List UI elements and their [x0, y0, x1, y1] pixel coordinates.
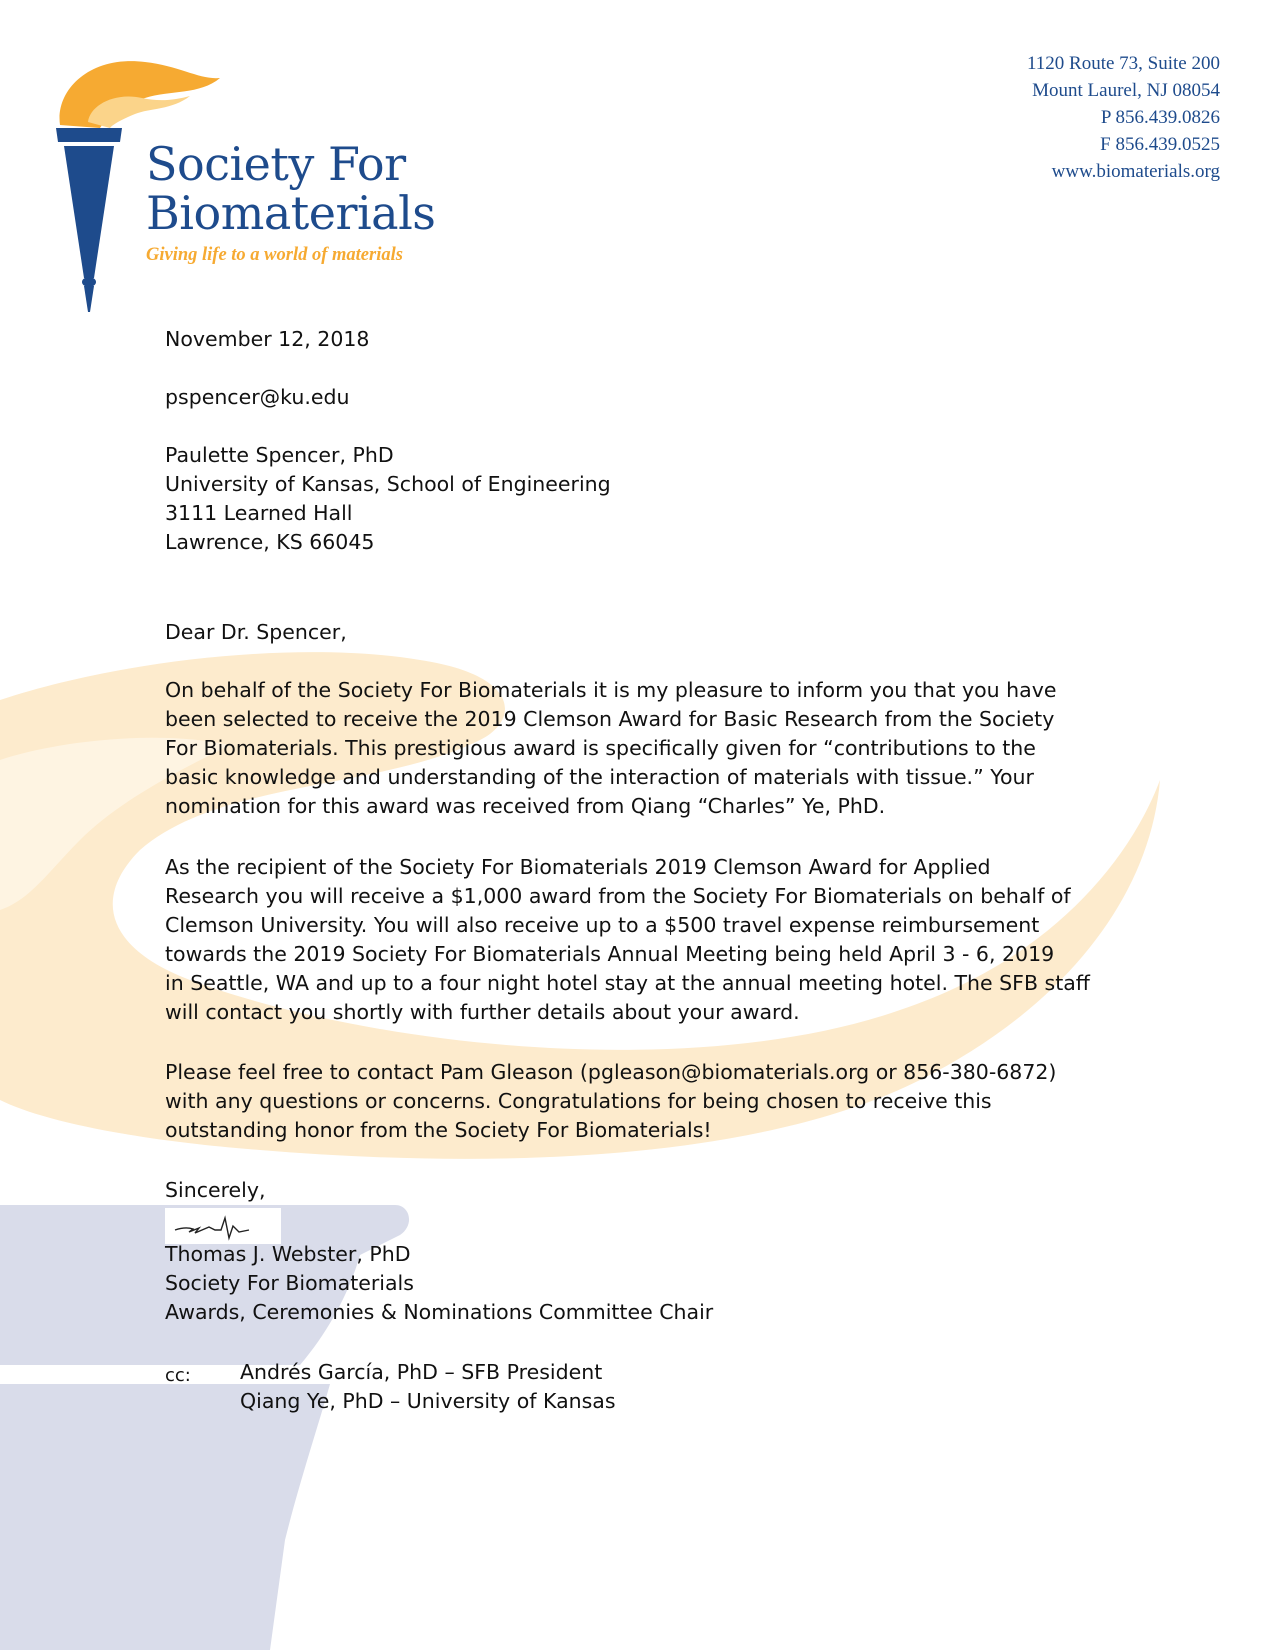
- fax-number: F 856.439.0525: [1100, 134, 1220, 155]
- recipient-street: 3111 Learned Hall: [165, 501, 353, 525]
- paragraph-3: [165, 1058, 1056, 1145]
- recipient-name: Paulette Spencer, PhD: [165, 443, 394, 467]
- contact-block: [1027, 50, 1220, 185]
- paragraph-1: [165, 676, 1056, 821]
- phone-number: P 856.439.0826: [1100, 107, 1220, 128]
- paragraph-line: Research you will receive a $1,000 award from the Society For Biomaterials on behalf of: [165, 884, 1071, 908]
- paragraph-line: been selected to receive the 2019 Clemson Award for Basic Research from the Society: [165, 707, 1055, 731]
- paragraph-line: As the recipient of the Society For Biomaterials 2019 Clemson Award for Applied: [165, 855, 991, 879]
- org-name-line2: Biomaterials: [146, 186, 436, 240]
- closing: Sincerely,: [165, 1178, 266, 1202]
- paragraph-line: Clemson University. You will also receive up to a $500 travel expense reimbursement: [165, 913, 1040, 937]
- cc-item: Andrés García, PhD – SFB President: [240, 1360, 603, 1384]
- recipient-email[interactable]: pspencer@ku.edu: [165, 385, 350, 409]
- paragraph-line: nomination for this award was received from Qiang “Charles” Ye, PhD.: [165, 794, 886, 818]
- org-name-line1: Society For: [146, 137, 406, 191]
- signer-block: [165, 1240, 713, 1327]
- signer-title: Awards, Ceremonies & Nominations Committee Chair: [165, 1300, 714, 1324]
- paragraph-line: basic knowledge and understanding of the interaction of materials with tissue.” Your: [165, 765, 1034, 789]
- address-line2: Mount Laurel, NJ 08054: [1032, 80, 1220, 101]
- website-link[interactable]: www.biomaterials.org: [1051, 161, 1220, 182]
- signer-org: Society For Biomaterials: [165, 1271, 414, 1295]
- cc-list: [240, 1358, 616, 1416]
- paragraph-line: For Biomaterials. This prestigious award is specifically given for “contributions to the: [165, 736, 1036, 760]
- signer-name: Thomas J. Webster, PhD: [165, 1242, 411, 1266]
- tagline: Giving life to a world of materials: [146, 245, 403, 265]
- paragraph-2: [165, 853, 1090, 1027]
- cc-item: Qiang Ye, PhD – University of Kansas: [240, 1389, 616, 1413]
- paragraph-line: with any questions or concerns. Congratulations for being chosen to receive this: [165, 1089, 992, 1113]
- paragraph-line: Please feel free to contact Pam Gleason (pgleason@biomaterials.org or 856-380-6872): [165, 1060, 1057, 1084]
- recipient-city: Lawrence, KS 66045: [165, 530, 375, 554]
- paragraph-line: will contact you shortly with further details about your award.: [165, 1000, 800, 1024]
- cc-label: cc:: [165, 1365, 191, 1386]
- salutation: Dear Dr. Spencer,: [165, 620, 347, 644]
- paragraph-line: On behalf of the Society For Biomaterials it is my pleasure to inform you that you have: [165, 678, 1057, 702]
- org-name: [146, 137, 436, 240]
- paragraph-line: in Seattle, WA and up to a four night hotel stay at the annual meeting hotel. The SFB staff: [165, 971, 1090, 995]
- paragraph-line: outstanding honor from the Society For Biomaterials!: [165, 1118, 712, 1142]
- signature-image: [165, 1208, 281, 1244]
- recipient-address: [165, 441, 611, 557]
- recipient-org: University of Kansas, School of Engineering: [165, 472, 611, 496]
- letter-date: November 12, 2018: [165, 327, 370, 351]
- address-line1: 1120 Route 73, Suite 200: [1027, 53, 1220, 74]
- paragraph-line: towards the 2019 Society For Biomaterials Annual Meeting being held April 3 - 6, 2019: [165, 942, 1055, 966]
